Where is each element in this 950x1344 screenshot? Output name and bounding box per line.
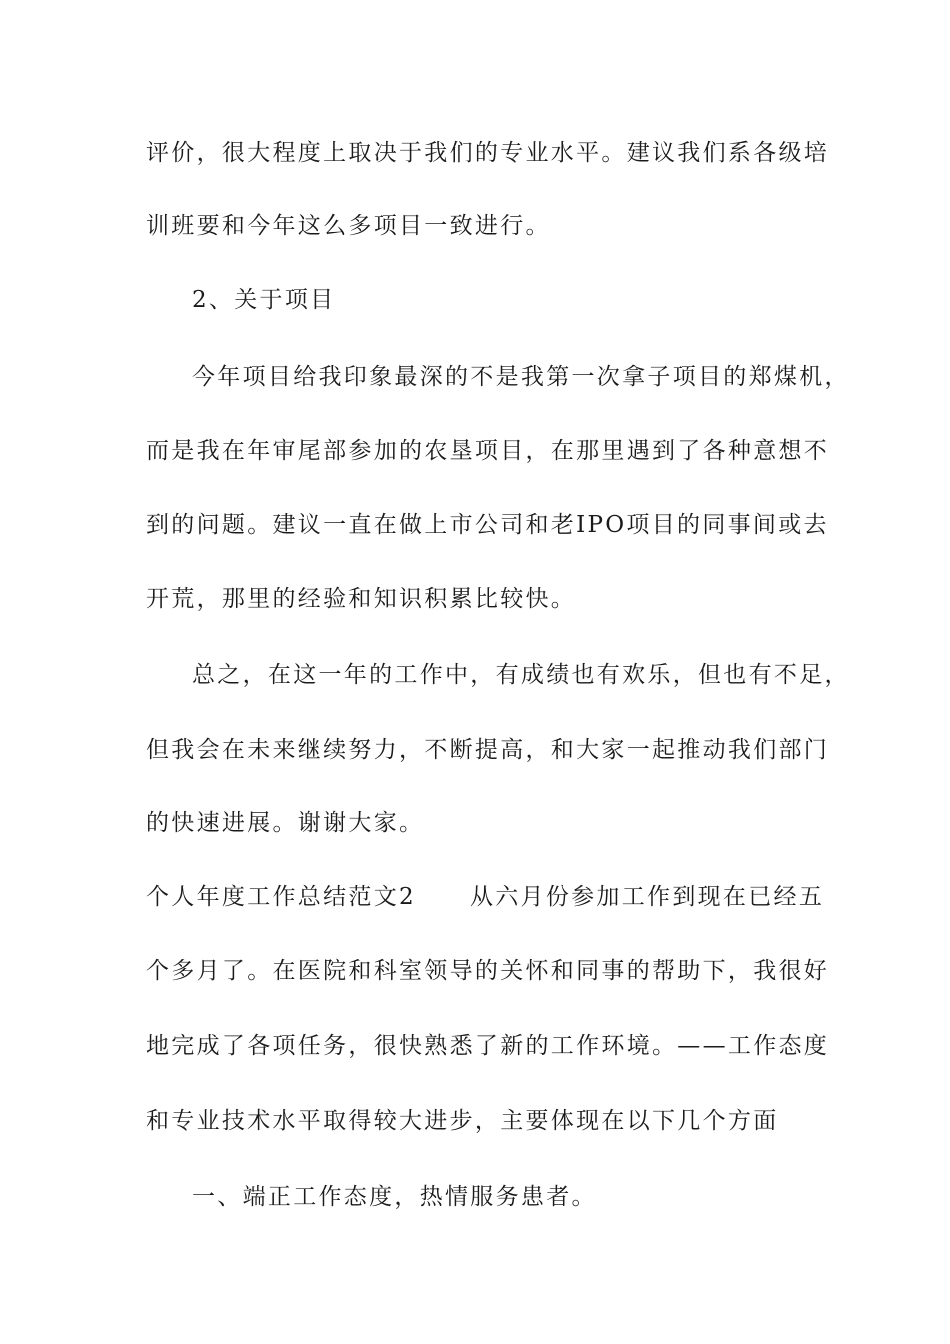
text-line: 但我会在未来继续努力，不断提高，和大家一起推动我们部门 — [146, 737, 830, 763]
text-line: 个多月了。在医院和科室领导的关怀和同事的帮助下，我很好 — [146, 958, 830, 984]
text-line: 到的问题。建议一直在做上市公司和老IPO项目的同事间或去 — [146, 512, 829, 538]
title-line — [146, 882, 824, 912]
section-heading: 一、端正工作态度，热情服务患者。 — [192, 1184, 597, 1210]
text-line: 总之，在这一年的工作中，有成绩也有欢乐，但也有不足， — [192, 662, 850, 688]
text-line: 训班要和今年这么多项目一致进行。 — [146, 213, 551, 239]
text-line: 从六月份参加工作到现在已经五 — [469, 884, 825, 910]
text-line: 的快速进展。谢谢大家。 — [146, 810, 425, 836]
text-line: 评价，很大程度上取决于我们的专业水平。建议我们系各级培 — [146, 140, 830, 166]
text-line: 而是我在年审尾部参加的农垦项目，在那里遇到了各种意想不 — [146, 438, 830, 464]
text-line: 今年项目给我印象最深的不是我第一次拿子项目的郑煤机， — [192, 364, 850, 390]
text-line: 开荒，那里的经验和知识积累比较快。 — [146, 586, 577, 612]
section-heading: 2、关于项目 — [192, 287, 336, 313]
text-line: 和专业技术水平取得较大进步，主要体现在以下几个方面 — [146, 1108, 779, 1134]
text-line: 地完成了各项任务，很快熟悉了新的工作环境。——工作态度 — [146, 1033, 830, 1059]
document-title: 个人年度工作总结范文2 — [146, 884, 416, 910]
